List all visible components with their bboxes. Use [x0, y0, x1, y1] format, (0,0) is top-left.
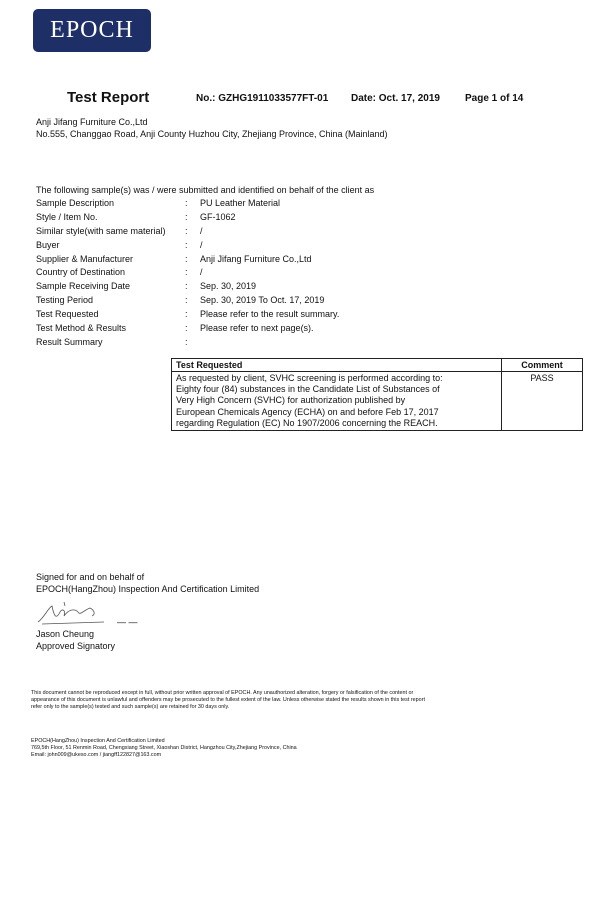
footer-email: Email: john009@ukeso.com / jiangff122827@163.com [31, 752, 162, 758]
field-label: Similar style(with same material) [36, 225, 166, 236]
field-label: Result Summary [36, 336, 103, 347]
field-value: Sep. 30, 2019 [200, 281, 257, 292]
description-line: Eighty four (84) substances in the Candidate List of Substances of [176, 384, 440, 395]
field-colon: : [185, 198, 188, 208]
signature-dashes: — — [117, 617, 138, 627]
table-row [172, 372, 583, 431]
intro-text: The following sample(s) was / were submitted and identified on behalf of the client as [36, 185, 375, 195]
field-label: Country of Destination [36, 267, 126, 278]
table-header-row [172, 359, 583, 372]
description-line: regarding Regulation (EC) No 1907/2006 concerning the REACH. [176, 417, 438, 428]
description-line: As requested by client, SVHC screening is performed according to: [176, 373, 443, 383]
field-colon: : [185, 309, 188, 320]
signed-company: EPOCH(HangZhou) Inspection And Certification Limited [36, 584, 260, 594]
signed-block [36, 571, 259, 595]
field-label: Test Requested [36, 309, 99, 320]
field-value: / [200, 225, 203, 236]
field-label: Buyer [36, 239, 60, 250]
disclaimer-line: This document cannot be reproduced except in full, without prior written approval of EPOCH. Any unauthorized alteration, forgery or falsification of the content or [31, 690, 414, 696]
field-colon: : [185, 281, 188, 292]
test-description [172, 372, 502, 431]
report-date: Date: Oct. 17, 2019 [351, 93, 440, 104]
test-comment: PASS [502, 372, 583, 431]
company-footer [31, 738, 297, 759]
field-label: Test Method & Results [36, 323, 127, 334]
field-colon: : [185, 323, 188, 334]
field-label: Supplier & Manufacturer [36, 253, 134, 264]
field-value: PU Leather Material [200, 198, 281, 208]
client-address: No.555, Changgao Road, Anji County Huzhou City, Zhejiang Province, China (Mainland) [36, 129, 388, 139]
signed-line-1: Signed for and on behalf of [36, 572, 145, 582]
field-colon: : [185, 336, 188, 347]
field-value: Please refer to next page(s). [200, 323, 314, 334]
field-colon: : [185, 253, 188, 264]
field-value: / [200, 267, 203, 278]
field-colon: : [185, 239, 188, 250]
field-label: Sample Receiving Date [36, 281, 131, 292]
signatory-name: Jason Cheung [36, 629, 95, 639]
field-value: / [200, 239, 203, 250]
field-colon: : [185, 225, 188, 236]
field-colon: : [185, 267, 188, 278]
footer-address: 769,5th Floor, 51 Renmin Road, Chengxiang Street, Xiaoshan District, Hangzhou City,Zhejiang Province, China [31, 745, 297, 751]
field-colon: : [185, 295, 188, 306]
header-comment: Comment [502, 359, 583, 372]
result-summary-table [171, 358, 583, 431]
description-line: Very High Concern (SVHC) for authorization published by [176, 395, 406, 406]
page-number: Page 1 of 14 [465, 93, 524, 104]
disclaimer-line: appearance of this document is unlawful and offenders may be prosecuted to the fullest extent of the law. Unless otherwise stated the results shown in this test report [31, 697, 425, 703]
field-value: Please refer to the result summary. [200, 309, 340, 320]
signature-image [34, 598, 114, 628]
disclaimer [31, 690, 571, 711]
report-title: Test Report [67, 89, 150, 106]
report-number: No.: GZHG1911033577FT-01 [196, 93, 329, 104]
description-line: European Chemicals Agency (ECHA) on and before Feb 17, 2017 [176, 406, 439, 417]
field-label: Style / Item No. [36, 211, 98, 222]
field-colon: : [185, 211, 188, 222]
field-value: Anji Jifang Furniture Co.,Ltd [200, 253, 312, 264]
client-block [36, 116, 388, 140]
field-value: Sep. 30, 2019 To Oct. 17, 2019 [200, 295, 325, 306]
client-name: Anji Jifang Furniture Co.,Ltd [36, 117, 148, 127]
signatory-block [36, 628, 115, 652]
signatory-role: Approved Signatory [36, 641, 116, 651]
field-label: Testing Period [36, 295, 94, 306]
logo-text: EPOCH [50, 17, 134, 43]
field-label: Sample Description [36, 198, 115, 208]
footer-company: EPOCH(HangZhou) Inspection And Certification Limited [31, 738, 165, 744]
disclaimer-line: refer only to the sample(s) tested and such sample(s) are retained for 30 days only. [31, 704, 230, 710]
header-test-requested: Test Requested [172, 359, 502, 372]
field-value: GF-1062 [200, 211, 236, 222]
epoch-logo [33, 9, 151, 52]
